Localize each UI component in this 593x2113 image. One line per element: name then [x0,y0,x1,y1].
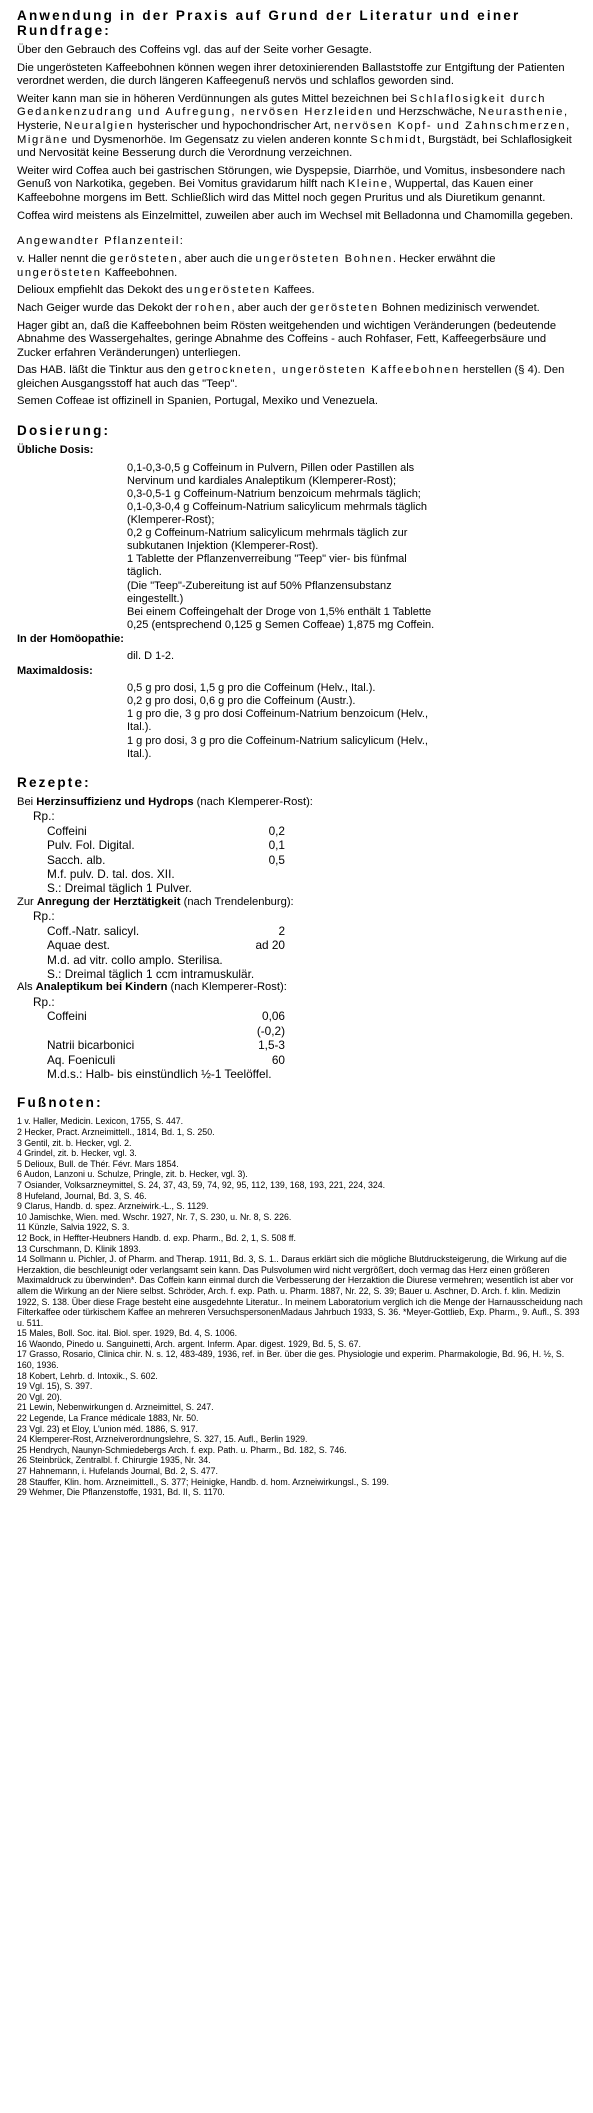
footnote: 15 Males, Boll. Soc. ital. Biol. sper. 1929, Bd. 4, S. 1006. [17,1328,238,1339]
footnote: 10 Jamischke, Wien. med. Wschr. 1927, Nr. 7, S. 230, u. Nr. 8, S. 226. [17,1211,292,1222]
footnote: 14 Sollmann u. Pichler, J. of Pharm. and Therap. 1911, Bd. 3, S. 1.. Daraus erklärt sich die mögliche Blutdrucksteigerung, die Wirkung auf die Herzaktion, die beschleunigt oder verlangsamt sein kann. Das Pulsvolumen wird nicht vergrößert, doch vermag das Herz einen größeren Maximaldruck zu überwinden*. Das Coffein kann einmal durch die Verbesserung der Herzaktion die Diurese vermehren; wesentlich ist aber vor allem die Wirkung an der Niere selbst. Schröder, Arch. f. exp. Path. u. Pharm. 1887, Nr. 22, S. 39; Bauer u. Aschner, D. Arch. f. klin. Medizin 1922, S. 138. Über diese Frage besteht eine ausgedehnte Literatur.. In meinem Laboratorium verglich ich die Menge der Harnausscheidung nach Filterkaffee oder türkischem Kaffee an mehreren VersuchspersonenMadaus Jahrbuch 1933, S. 36. *Meyer-Gottlieb, Exp. Pharm., 9. Aufl., S. 393 u. 511. [17,1254,583,1328]
footnote: 11 Künzle, Salvia 1922, S. 3. [17,1222,130,1233]
footnote: 27 Hahnemann, i. Hufelands Journal, Bd. 2, S. 477. [17,1466,218,1476]
footnote: 24 Klemperer-Rost, Arzneiverordnungslehre, S. 327, 15. Aufl., Berlin 1929. [17,1434,308,1445]
recipe-ingredient: Aq. Foeniculi 60 [47,1052,285,1067]
dose-line: Ital.). [127,747,152,760]
recipe-rp: Rp.: [33,909,55,924]
footnote: 25 Hendrych, Naunyn-Schmiedebergs Arch. f. exp. Path. u. Pharm., Bd. 182, S. 746. [17,1444,347,1455]
dose-label-homoeopathy: In der Homöopathie: [17,632,124,645]
dose-line: (Klemperer-Rost); [127,514,215,527]
footnote: 23 Vgl. 23) et Eloy, L'union méd. 1886, S. 917. [17,1423,198,1434]
dose-line: subkutanen Injektion (Klemperer-Rost). [127,540,319,553]
section-title-fussnoten: Fußnoten: [17,1095,103,1111]
recipe-ingredient: Coffeini 0,2 [47,823,285,838]
recipe-ingredient: Pulv. Fol. Digital. 0,1 [47,838,285,853]
section-title-rezepte: Rezepte: [17,774,91,790]
dose-line: 1 Tablette der Pflanzenverreibung "Teep" vier- bis fünfmal [127,553,407,566]
dose-line: Bei einem Coffeingehalt der Droge von 1,5% enthält 1 Tablette [127,605,432,618]
section-title-anwendung: Anwendung in der Praxis auf Grund der Literatur und einer Rundfrage: [17,8,521,38]
footnotes [17,1116,583,1497]
footnote: 2 Hecker, Pract. Arzneimittell., 1814, Bd. 1, S. 250. [17,1127,215,1137]
dose-label-usual: Übliche Dosis: [17,444,94,457]
recipe-rp: Rp.: [33,994,55,1009]
recipe-instruction: S.: Dreimal täglich 1 ccm intramuskulär. [47,966,255,981]
footnote: 3 Gentil, zit. b. Hecker, vgl. 2. [17,1137,132,1148]
recipe-ingredient: Coff.-Natr. salicyl. 2 [47,923,285,938]
footnote: 17 Grasso, Rosario, Clinica chir. N. s. 12, 483-489, 1936, ref. in Ber. über die ges. Physiologie und experim. Pharmakologie, Bd. 96, H. ½, S. 160, 1936. [17,1349,565,1371]
footnote: 13 Curschmann, D. Klinik 1893. [17,1243,141,1254]
paragraph: Weiter wird Coffea auch bei gastrischen Störungen, wie Dyspepsie, Diarrhöe, und Vomitus, insbesondere nach Genuß von Narkotika, gegeben. Bei Vomitus gravidarum hilft nach Kleine, Wuppertal, das Kauen einer Kaffeebohne morgens im Bett. Schließlich wird das Mittel noch gegen Pruritus und als Diuretikum genannt. [17,164,566,204]
recipe-ingredient: Coffeini 0,06 [47,1009,285,1024]
footnote: 1 v. Haller, Medicin. Lexicon, 1755, S. 447. [17,1116,184,1127]
recipe-ingredient: Natrii bicarbonici 1,5-3 [47,1038,285,1053]
dose-line: eingestellt.) [127,592,184,605]
dose-line: 0,2 g Coffeinum-Natrium salicylicum mehrmals täglich zur [127,527,408,540]
dose-line: 0,5 g pro dosi, 1,5 g pro die Coffeinum (Helv., Ital.). [127,682,376,695]
recipe-intro: Bei Herzinsuffizienz und Hydrops (nach Klemperer-Rost): [17,795,313,808]
footnote: 5 Delioux, Bull. de Thér. Févr. Mars 1854. [17,1158,179,1169]
recipe-instruction: M.f. pulv. D. tal. dos. XII. [47,866,175,881]
dose-line: 0,3-0,5-1 g Coffeinum-Natrium benzoicum mehrmals täglich; [127,487,421,500]
footnote: 8 Hufeland, Journal, Bd. 3, S. 46. [17,1190,147,1201]
paragraph: Delioux empfiehlt das Dekokt des ungerösteten Kaffees. [17,284,315,297]
recipe-instruction: M.d.s.: Halb- bis einstündlich ½-1 Teelöffel. [47,1067,272,1081]
dose-line: Nervinum und kardiales Analeptikum (Klemperer-Rost); [127,474,396,487]
footnote: 22 Legende, La France médicale 1883, Nr. 50. [17,1413,199,1424]
paragraph: Semen Coffeae ist offizinell in Spanien, Portugal, Mexiko und Venezuela. [17,395,378,408]
dose-line: 0,2 g pro dosi, 0,6 g pro die Coffeinum (Austr.). [127,695,356,708]
dose-line: 1 g pro die, 3 g pro dosi Coffeinum-Natrium benzoicum (Helv., [127,708,429,721]
dose-usual-lines [127,462,583,632]
footnote: 18 Kobert, Lehrb. d. Intoxik., S. 602. [17,1370,158,1381]
footnote: 9 Clarus, Handb. d. spez. Arzneiwirk.-L., S. 1129. [17,1201,209,1212]
footnote: 21 Lewin, Nebenwirkungen d. Arzneimittel, S. 247. [17,1402,214,1413]
recipe-body [33,909,583,981]
footnote: 6 Audon, Lanzoni u. Schulze, Pringle, zit. b. Hecker, vgl. 3). [17,1169,248,1180]
footnote: 20 Vgl. 20). [17,1391,62,1402]
dose-line: 0,25 (entsprechend 0,125 g Semen Coffeae) 1,875 mg Coffein. [127,618,435,631]
paragraph: v. Haller nennt die gerösteten, aber auch die ungerösteten Bohnen. Hecker erwähnt die ungerösteten Kaffeebohnen. [17,253,496,279]
recipe-instruction: M.d. ad vitr. collo amplo. Sterilisa. [47,952,223,967]
recipe-ingredient: (-0,2) [256,1023,285,1038]
recipes [17,796,583,1082]
recipe-body [33,809,583,895]
section-title-dosierung: Dosierung: [17,423,111,439]
footnote: 4 Grindel, zit. b. Hecker, vgl. 3. [17,1148,137,1159]
dose-label-maximal: Maximaldosis: [17,664,93,677]
dose-line: (Die "Teep"-Zubereitung ist auf 50% Pflanzensubstanz [127,579,392,592]
recipe-ingredient: Aquae dest. ad 20 [47,938,285,953]
dose-maximal-lines [127,682,583,761]
dose-line: Ital.). [127,721,152,734]
recipe-body [33,995,583,1081]
footnote: 26 Steinbrück, Zentralbl. f. Chirurgie 1935, Nr. 34. [17,1455,211,1466]
footnote: 28 Stauffer, Klin. hom. Arzneimittell., S. 377; Heinigke, Handb. d. hom. Arzneiwirkungsl., S. 199. [17,1476,389,1487]
paragraph: Das HAB. läßt die Tinktur aus den getrockneten, ungerösteten Kaffeebohnen herstellen (§ 4). Den gleichen Ausgangsstoff hat auch das "Teep". [17,364,565,390]
dose-line: 1 g pro dosi, 3 g pro die Coffeinum-Natrium salicylicum (Helv., [127,734,428,747]
dose-line: täglich. [127,566,162,579]
footnote: 19 Vgl. 15), S. 397. [17,1381,93,1392]
footnote: 12 Bock, in Heffter-Heubners Handb. d. exp. Pharm., Bd. 2, 1, S. 508 ff. [17,1232,296,1243]
recipe-instruction: S.: Dreimal täglich 1 Pulver. [47,881,192,896]
dose-line: 0,1-0,3-0,5 g Coffeinum in Pulvern, Pillen oder Pastillen als [127,461,415,474]
paragraph: Hager gibt an, daß die Kaffeebohnen beim Rösten weitgehenden und wichtigen Veränderungen (bedeutende Abnahme des Wassergehaltes, geringe Abnahme des Coffeins - auch Rohfaser, Fett, Kaffeegerbsäure und Zucker erfahren Veränderungen) unterliegen. [17,319,557,359]
footnote: 7 Osiander, Volksarzneymittel, S. 24, 37, 43, 59, 74, 92, 95, 112, 139, 168, 193, 221, 224, 324. [17,1179,386,1190]
paragraph: Die ungerösteten Kaffeebohnen können wegen ihrer detoxinierenden Ballaststoffe zur Entgiftung der Patienten verordnet werden, die durch längeren Kaffeegenuß nervös und schlaflos geworden sind. [17,61,565,88]
paragraph: Coffea wird meistens als Einzelmittel, zuweilen aber auch im Wechsel mit Belladonna und Chamomilla gegeben. [17,209,574,222]
dose-line: 0,1-0,3-0,4 g Coffeinum-Natrium salicylicum mehrmals täglich [127,500,427,513]
paragraph: Weiter kann man sie in höheren Verdünnungen als gutes Mittel bezeichnen bei Schlaflosigkeit durch Gedankenzudrang und Aufregung, nervösen Herzleiden und Herzschwäche, Neurasthenie, Hysterie, Neuralgien hysterischer und hypochondrischer Art, nervösen Kopf- und Zahnschmerzen, Migräne und Dysmenorhöe. Im Gegensatz zu vielen anderen konnte Schmidt, Burgstädt, bei Schlaflosigkeit und Nervosität keine Besserung durch die Verordnung verzeichnen. [17,92,572,160]
recipe-ingredient: Sacch. alb. 0,5 [47,852,285,867]
paragraph: Nach Geiger wurde das Dekokt der rohen, aber auch der gerösteten Bohnen medizinisch verwendet. [17,301,540,314]
recipe-intro: Zur Anregung der Herztätigkeit (nach Trendelenburg): [17,895,294,908]
recipe-intro: Als Analeptikum bei Kindern (nach Klemperer-Rost): [17,981,287,994]
paragraph: Über den Gebrauch des Coffeins vgl. das auf der Seite vorher Gesagte. [17,44,372,56]
section-title-pflanzenteil: Angewandter Pflanzenteil: [17,235,185,248]
footnote: 29 Wehmer, Die Pflanzenstoffe, 1931, Bd. II, S. 1170. [17,1487,225,1498]
footnote: 16 Waondo, Pinedo u. Sanguinetti, Arch. argent. Inferm. Apar. digest. 1929, Bd. 5, S. 67. [17,1338,361,1349]
recipe-rp: Rp.: [33,809,55,824]
dose-homoeopathy: dil. D 1-2. [127,650,175,663]
